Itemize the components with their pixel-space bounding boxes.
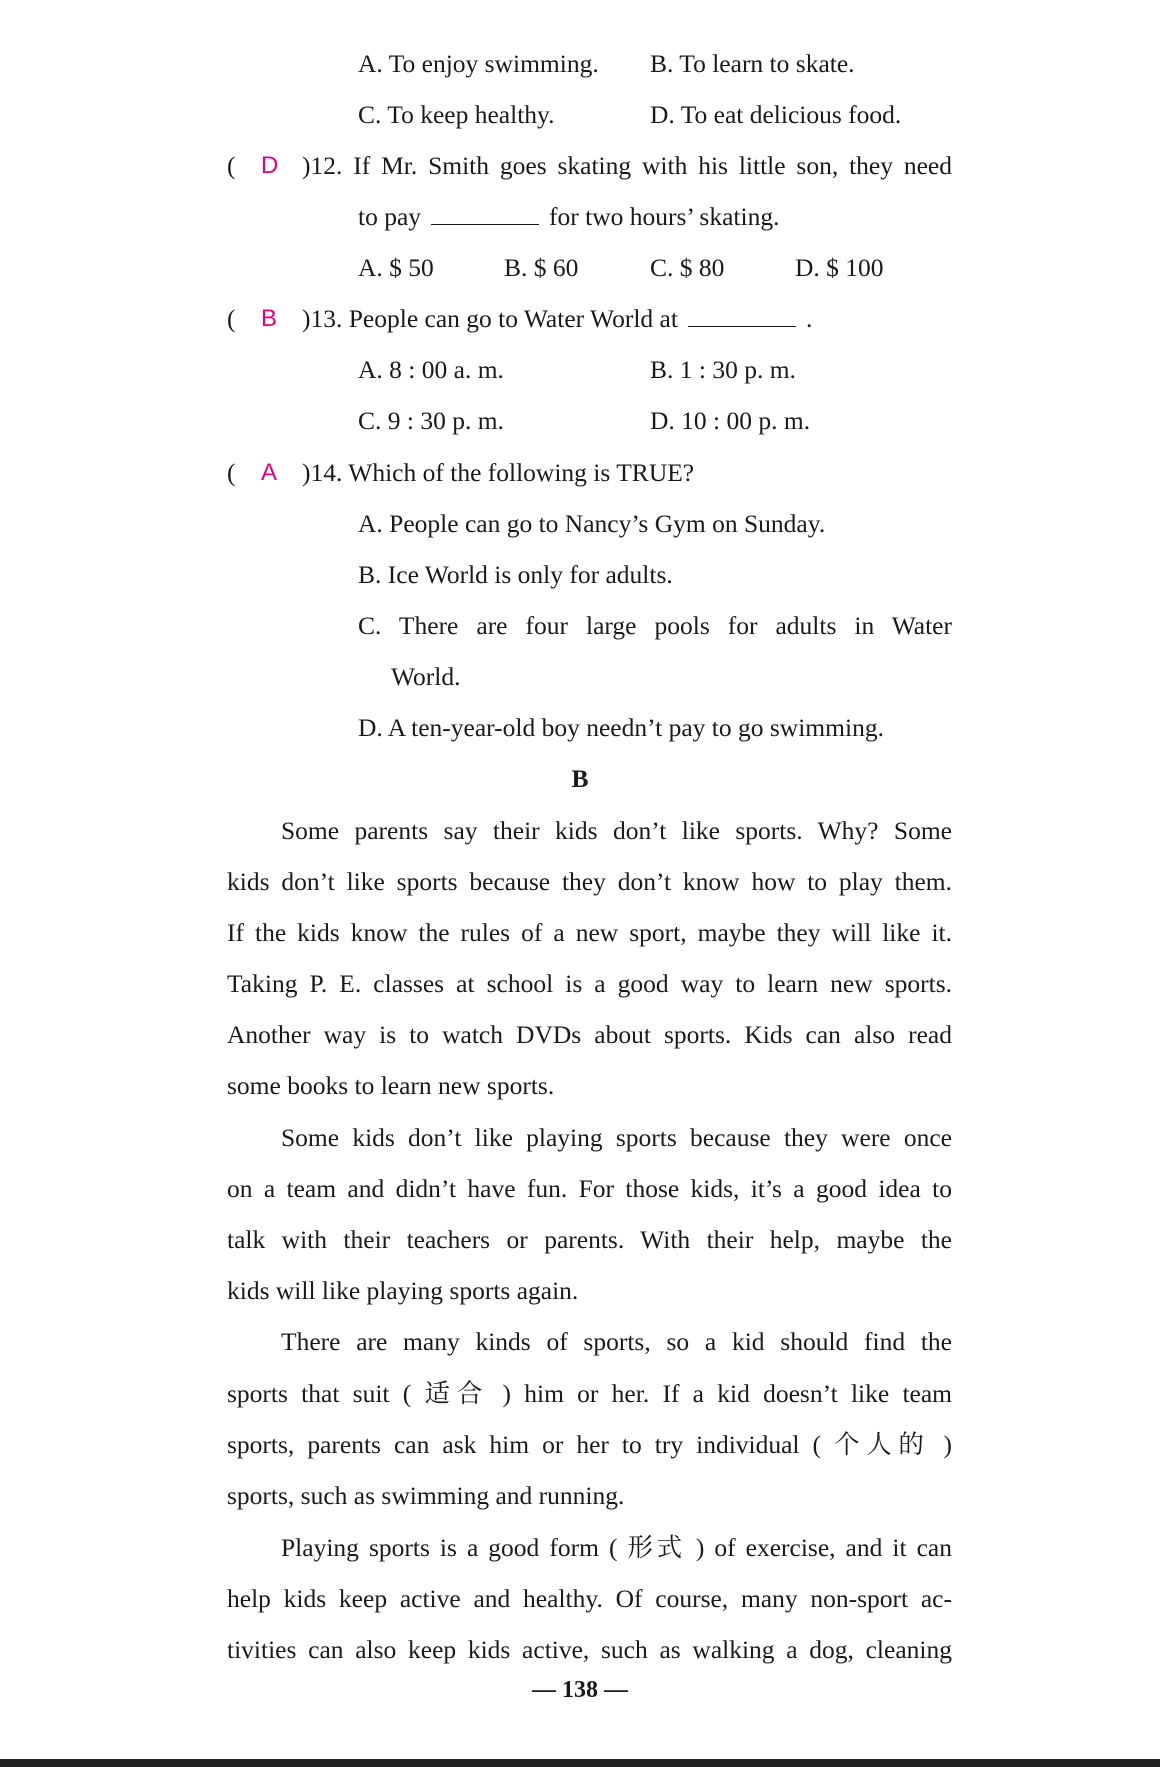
- q11-option-a: A. To enjoy swimming.: [358, 49, 599, 78]
- paragraph-1-line: kids don’t like sports because they don’t know how to play them.: [227, 867, 952, 896]
- q12-answer: D: [261, 152, 279, 179]
- q12-line2-post: for two hours’ skating.: [549, 202, 780, 231]
- paragraph-1-line: some books to learn new sports.: [227, 1071, 555, 1100]
- paragraph-1-line: Another way is to watch DVDs about sports. Kids can also read: [227, 1020, 952, 1049]
- q12-stem: )12. If Mr. Smith goes skating with his little son, they need: [302, 151, 952, 180]
- q13-option-b: B. 1 : 30 p. m.: [650, 355, 796, 384]
- paragraph-4-line: help kids keep active and healthy. Of course, many non-sport ac-: [227, 1584, 952, 1613]
- q12-line2-pre: to pay: [358, 202, 422, 231]
- paragraph-4-line: tivities can also keep kids active, such as walking a dog, cleaning: [227, 1635, 952, 1664]
- q13-stem-end: .: [805, 304, 813, 333]
- q12-stem-line2: [358, 200, 779, 234]
- q13-option-c: C. 9 : 30 p. m.: [358, 406, 504, 435]
- q14-stem: )14. Which of the following is TRUE?: [302, 458, 695, 487]
- paragraph-1-line: Some parents say their kids don’t like sports. Why? Some: [281, 816, 952, 845]
- q11-option-c: C. To keep healthy.: [358, 100, 555, 129]
- q13-option-a: A. 8 : 00 a. m.: [358, 355, 504, 384]
- q12-option-b: B. $ 60: [504, 253, 579, 282]
- q12-option-d: D. $ 100: [795, 253, 884, 282]
- paragraph-3-line: sports that suit ( 适合 ) him or her. If a kid doesn’t like team: [227, 1379, 952, 1408]
- q14-option-a: A. People can go to Nancy’s Gym on Sunday.: [358, 509, 826, 538]
- paragraph-2-line: Some kids don’t like playing sports because they were once: [281, 1123, 952, 1152]
- paragraph-3-line: sports, such as swimming and running.: [227, 1481, 625, 1510]
- paragraph-4-line: Playing sports is a good form ( 形式 ) of exercise, and it can: [281, 1533, 952, 1562]
- q13-stem-text: )13. People can go to Water World at: [302, 304, 678, 333]
- q12-blank: [431, 200, 539, 225]
- q13-answer: B: [261, 305, 278, 332]
- q14-paren-open: (: [227, 458, 236, 487]
- q13-blank: [688, 302, 796, 327]
- q11-option-b: B. To learn to skate.: [650, 49, 855, 78]
- paragraph-2-line: talk with their teachers or parents. With their help, maybe the: [227, 1225, 952, 1254]
- q14-option-b: B. Ice World is only for adults.: [358, 560, 673, 589]
- paragraph-1-line: Taking P. E. classes at school is a good way to learn new sports.: [227, 969, 952, 998]
- section-heading: B: [571, 764, 589, 793]
- q14-option-c-cont: World.: [391, 662, 461, 691]
- bottom-edge: [0, 1759, 1160, 1767]
- paragraph-2-line: kids will like playing sports again.: [227, 1276, 579, 1305]
- q12-option-a: A. $ 50: [358, 253, 434, 282]
- q14-answer: A: [261, 459, 278, 486]
- page-number: — 138 —: [532, 1677, 628, 1703]
- q14-option-c: C. There are four large pools for adults in Water: [358, 611, 952, 640]
- paragraph-3-line: sports, parents can ask him or her to try individual ( 个人的 ): [227, 1430, 952, 1459]
- q12-paren-open: (: [227, 151, 236, 180]
- q13-stem: [302, 302, 812, 336]
- q13-paren-open: (: [227, 304, 236, 333]
- q11-option-d: D. To eat delicious food.: [650, 100, 902, 129]
- q13-option-d: D. 10 : 00 p. m.: [650, 406, 811, 435]
- q12-option-c: C. $ 80: [650, 253, 725, 282]
- paragraph-2-line: on a team and didn’t have fun. For those kids, it’s a good idea to: [227, 1174, 952, 1203]
- paragraph-1-line: If the kids know the rules of a new sport, maybe they will like it.: [227, 918, 952, 947]
- q14-option-d: D. A ten-year-old boy needn’t pay to go swimming.: [358, 713, 884, 742]
- paragraph-3-line: There are many kinds of sports, so a kid should find the: [281, 1327, 952, 1356]
